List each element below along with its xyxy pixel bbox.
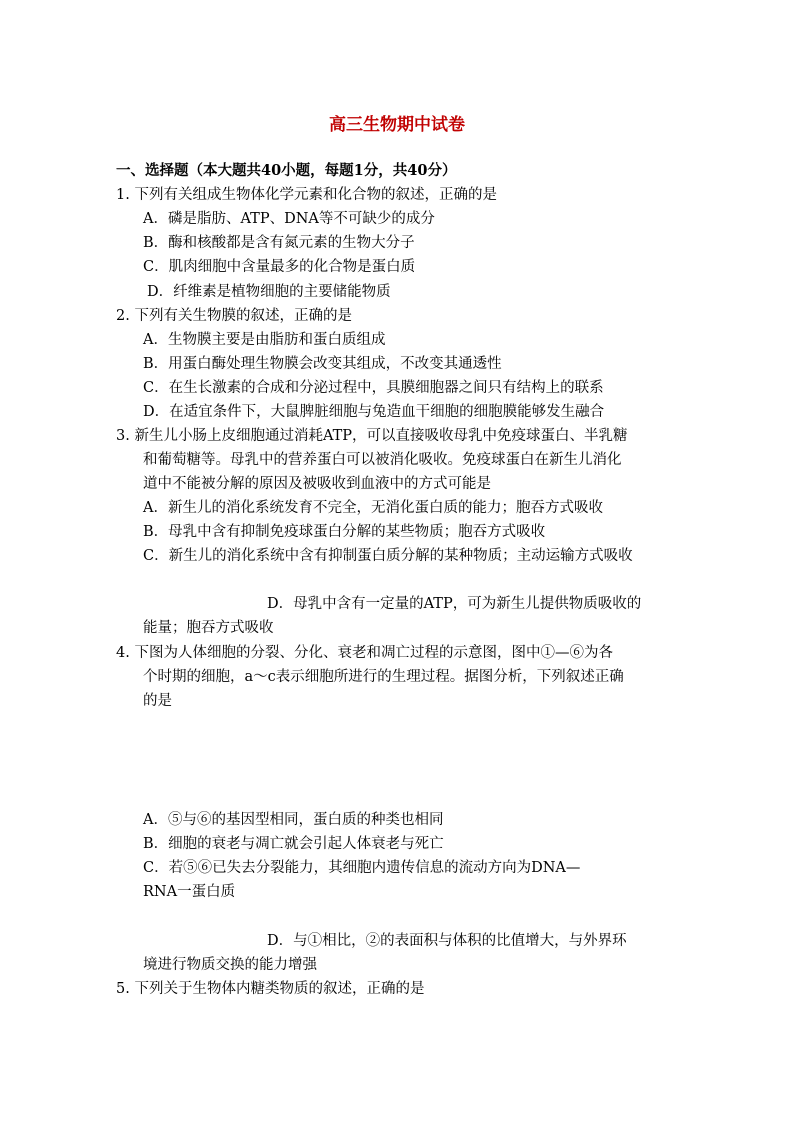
question-1-option-c: C．肌肉细胞中含量最多的化合物是蛋白质 (143, 259, 416, 275)
question-2-stem: 2. 下列有关生物膜的叙述，正确的是 (116, 308, 352, 324)
question-3-option-d-line-2: 能量；胞吞方式吸收 (143, 620, 274, 636)
figure-placeholder (140, 720, 680, 800)
question-5-stem: 5. 下列关于生物体内糖类物质的叙述，正确的是 (116, 981, 425, 997)
section-header: 一、选择题（本大题共40小题，每题1分，共40分） (116, 162, 457, 179)
question-4-option-c-line-2: RNA一蛋白质 (143, 884, 236, 900)
question-4-option-d-line-1: D．与①相比，②的表面积与体积的比值增大，与外界环 (267, 933, 627, 949)
question-4-stem-line-1: 4. 下图为人体细胞的分裂、分化、衰老和凋亡过程的示意图，图中①—⑥为各 (116, 645, 613, 661)
question-2-option-c: C．在生长激素的合成和分泌过程中，具膜细胞器之间只有结构上的联系 (143, 380, 604, 396)
question-2-option-a: A．生物膜主要是由脂肪和蛋白质组成 (143, 332, 386, 348)
question-4-option-d-line-2: 境进行物质交换的能力增强 (143, 957, 317, 973)
question-1-option-b: B．酶和核酸都是含有氮元素的生物大分子 (143, 235, 415, 251)
question-1-option-d: D．纤维素是植物细胞的主要储能物质 (147, 284, 391, 300)
question-2-option-d: D．在适宜条件下，大鼠脾脏细胞与兔造血干细胞的细胞膜能够发生融合 (143, 404, 605, 420)
question-3-stem-line-1: 3. 新生儿小肠上皮细胞通过消耗ATP，可以直接吸收母乳中免疫球蛋白、半乳糖 (116, 428, 628, 444)
question-4-stem-line-2: 个时期的细胞，a～c表示细胞所进行的生理过程。据图分析，下列叙述正确 (143, 669, 624, 685)
question-3-stem-line-2: 和葡萄糖等。母乳中的营养蛋白可以被消化吸收。免疫球蛋白在新生儿消化 (143, 452, 622, 468)
question-4-option-b: B．细胞的衰老与凋亡就会引起人体衰老与死亡 (143, 836, 444, 852)
question-3-stem-line-3: 道中不能被分解的原因及被吸收到血液中的方式可能是 (143, 476, 491, 492)
question-4-option-a: A．⑤与⑥的基因型相同，蛋白质的种类也相同 (143, 812, 444, 828)
question-3-option-c: C．新生儿的消化系统中含有抑制蛋白质分解的某种物质；主动运输方式吸收 (143, 548, 633, 564)
question-3-option-a: A．新生儿的消化系统发育不完全，无消化蛋白质的能力；胞吞方式吸收 (143, 500, 603, 516)
question-4-option-c-line-1: C．若⑤⑥已失去分裂能力，其细胞内遗传信息的流动方向为DNA— (143, 860, 581, 876)
question-1-option-a: A．磷是脂肪、ATP、DNA等不可缺少的成分 (143, 211, 435, 227)
exam-title: 高三生物期中试卷 (329, 115, 465, 135)
question-4-stem-line-3: 的是 (143, 693, 172, 709)
question-1-stem: 1. 下列有关组成生物体化学元素和化合物的叙述，正确的是 (116, 187, 497, 203)
question-3-option-d-line-1: D．母乳中含有一定量的ATP，可为新生儿提供物质吸收的 (267, 596, 642, 612)
question-3-option-b: B．母乳中含有抑制免疫球蛋白分解的某些物质；胞吞方式吸收 (143, 524, 546, 540)
question-2-option-b: B．用蛋白酶处理生物膜会改变其组成，不改变其通透性 (143, 356, 502, 372)
